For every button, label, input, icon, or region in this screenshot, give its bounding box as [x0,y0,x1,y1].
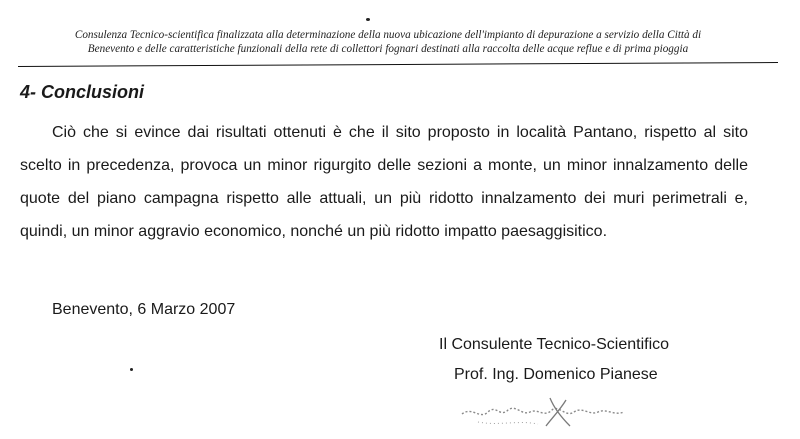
conclusion-paragraph: Ciò che si evince dai risultati ottenuti è che il sito proposto in località Pantano, rispetto al sito scelto in precedenza, provoca un minor rigurgito delle sezioni a monte, un minor innalzamento delle quote del piano campagna rispetto alle attuali, un più ridotto innalzamento dei muri perimetrali e, quindi, un minor aggravio economico, nonché un più ridotto impatto paesaggisitico. [20,124,748,240]
signatory-role: Il Consulente Tecnico-Scientifico [439,336,670,353]
scan-speck [366,18,370,21]
header-line-1: Consulenza Tecnico-scientifica finalizzata alla determinazione della nuova ubicazione dell'impianto di depurazione a servizio della Città di [74,29,702,41]
document-header [18,28,758,56]
section-title: 4- Conclusioni [20,82,145,102]
header-rule [18,62,778,67]
place-date: Benevento, 6 Marzo 2007 [52,301,236,318]
signatory-name: Prof. Ing. Domenico Pianese [454,366,658,383]
signature-block [439,336,739,384]
scan-speck [130,368,133,371]
handwritten-signature [458,392,638,432]
header-line-2: Benevento e delle caratteristiche funzionali della rete di collettori fognari destinati alla raccolta delle acque reflue e di prima pioggia [87,43,689,55]
